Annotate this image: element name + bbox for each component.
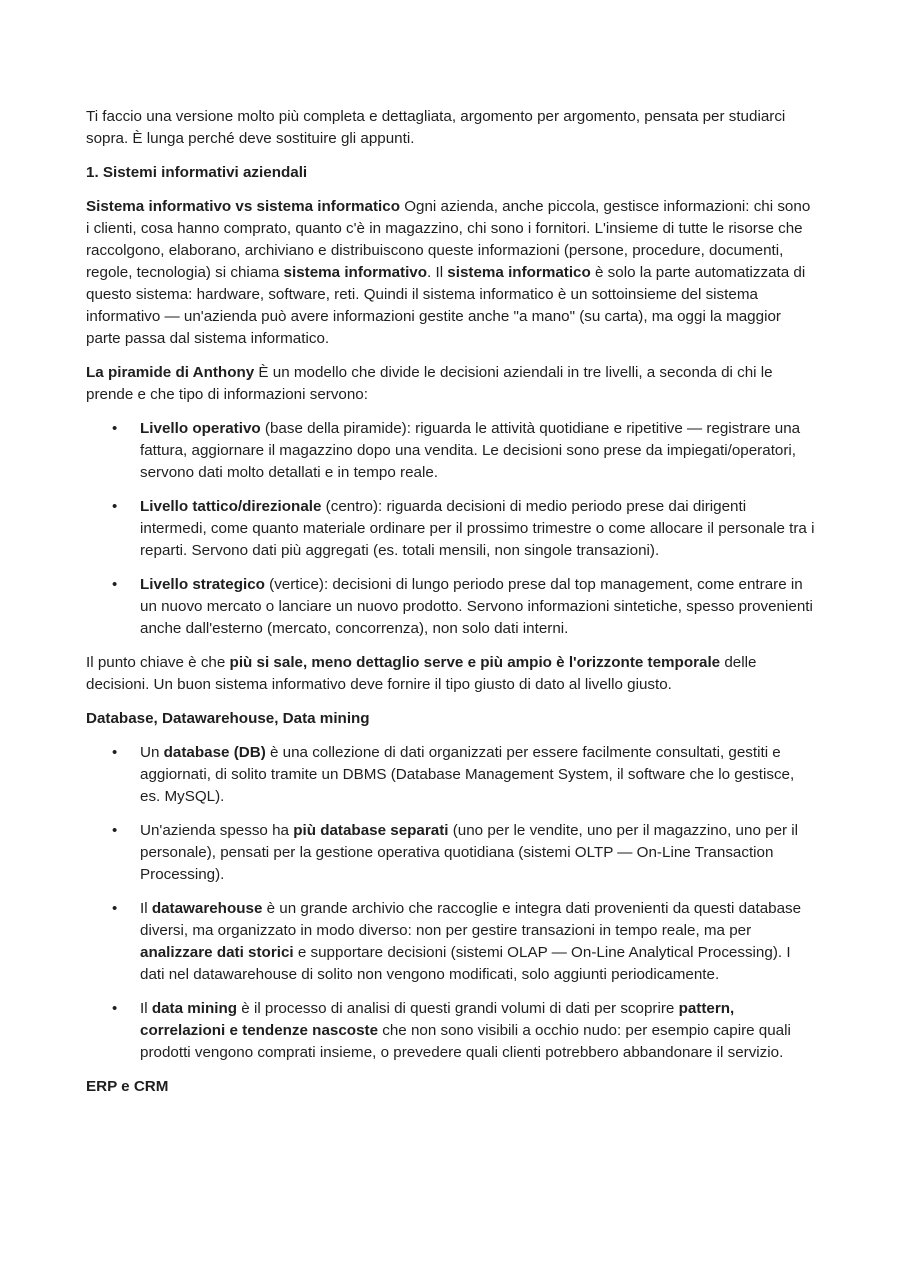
paragraph-piramide-anthony: La piramide di Anthony È un modello che divide le decisioni aziendali in tre livelli, a seconda di chi le prende e che tipo di informazioni servono: bbox=[86, 364, 773, 403]
list-item: • Il data mining è il processo di analisi di questi grandi volumi di dati per scoprire pattern, correlazioni e tendenze nascoste che non sono visibili a occhio nudo: per esempio capire quali prodotti vengono comprati insieme, o prevedere quali clienti potrebbero abbandonare il servizio. bbox=[112, 1000, 791, 1061]
bullet-icon: • bbox=[112, 822, 118, 839]
list-item: • Livello operativo (base della piramide): riguarda le attività quotidiane e ripetitive — registrare una fattura, aggiornare il magazzino dopo una vendita. Le decisioni sono prese da impiegati/operatori, servono dati molto detallati e in tempo reale. bbox=[112, 420, 801, 481]
paragraph-punto-chiave: Il punto chiave è che più si sale, meno dettaglio serve e più ampio è l'orizzonte temporale delle decisioni. Un buon sistema informativo deve fornire il tipo giusto di dato al livello giusto. bbox=[86, 654, 757, 693]
section-heading-erp-crm: ERP e CRM bbox=[86, 1078, 169, 1095]
list-item: • Il datawarehouse è un grande archivio che raccoglie e integra dati provenienti da questi database diversi, ma organizzato in modo diverso: non per gestire transazioni in tempo reale, ma per analizzare dati storici e supportare decisioni (sistemi OLAP — On-Line Analytical Processing). I dati nel datawarehouse di solito non vengono modificati, solo aggiunti periodicamente. bbox=[112, 900, 802, 983]
bullet-icon: • bbox=[112, 1000, 118, 1017]
paragraph-sistema-informativo: Sistema informativo vs sistema informatico Ogni azienda, anche piccola, gestisce informazioni: chi sono i clienti, cosa hanno comprato, quanto c'è in magazzino, chi sono i fornitori. L'insieme di tutte le risorse che raccolgono, elaborano, archiviano e distribuiscono queste informazioni (persone, procedure, documenti, regole, tecnologia) si chiama sistema informativo. Il sistema informatico è solo la parte automatizzata di questo sistema: hardware, software, reti. Quindi il sistema informatico è un sottoinsieme del sistema informativo — un'azienda può avere informazioni gestite anche "a mano" (su carta), ma oggi la maggior parte passa dal sistema informatico. bbox=[86, 198, 811, 347]
bullet-icon: • bbox=[112, 498, 118, 515]
list-item: • Un database (DB) è una collezione di dati organizzati per essere facilmente consultati, gestiti e aggiornati, di solito tramite un DBMS (Database Management System, il software che lo gestisce, es. MySQL). bbox=[112, 744, 795, 805]
paragraph-heading: Sistema informativo vs sistema informatico bbox=[86, 198, 400, 215]
database-list bbox=[86, 742, 816, 1064]
intro-paragraph: Ti faccio una versione molto più completa e dettagliata, argomento per argomento, pensata per studiarci sopra. È lunga perché deve sostituire gli appunti. bbox=[86, 108, 786, 147]
section-heading-database: Database, Datawarehouse, Data mining bbox=[86, 710, 370, 727]
section-heading-sistemi: 1. Sistemi informativi aziendali bbox=[86, 164, 308, 181]
bullet-icon: • bbox=[112, 744, 118, 761]
list-item: • Un'azienda spesso ha più database separati (uno per le vendite, uno per il magazzino, uno per il personale), pensati per la gestione operativa quotidiana (sistemi OLTP — On-Line Transaction Processing). bbox=[112, 822, 799, 883]
list-item: • Livello tattico/direzionale (centro): riguarda decisioni di medio periodo prese dai dirigenti intermedi, come quanto materiale ordinare per il prossimo trimestre o come allocare il personale tra i reparti. Servono dati più aggregati (es. totali mensili, non singole transazioni). bbox=[112, 498, 815, 559]
list-item: • Livello strategico (vertice): decisioni di lungo periodo prese dal top management, come entrare in un nuovo mercato o lanciare un nuovo prodotto. Servono informazioni sintetiche, spesso provenienti anche dall'esterno (mercato, concorrenza), non solo dati interni. bbox=[112, 576, 813, 637]
paragraph-heading: La piramide di Anthony bbox=[86, 364, 255, 381]
bullet-icon: • bbox=[112, 576, 118, 593]
bullet-icon: • bbox=[112, 900, 118, 917]
anthony-levels-list bbox=[86, 418, 816, 640]
bullet-icon: • bbox=[112, 420, 118, 437]
